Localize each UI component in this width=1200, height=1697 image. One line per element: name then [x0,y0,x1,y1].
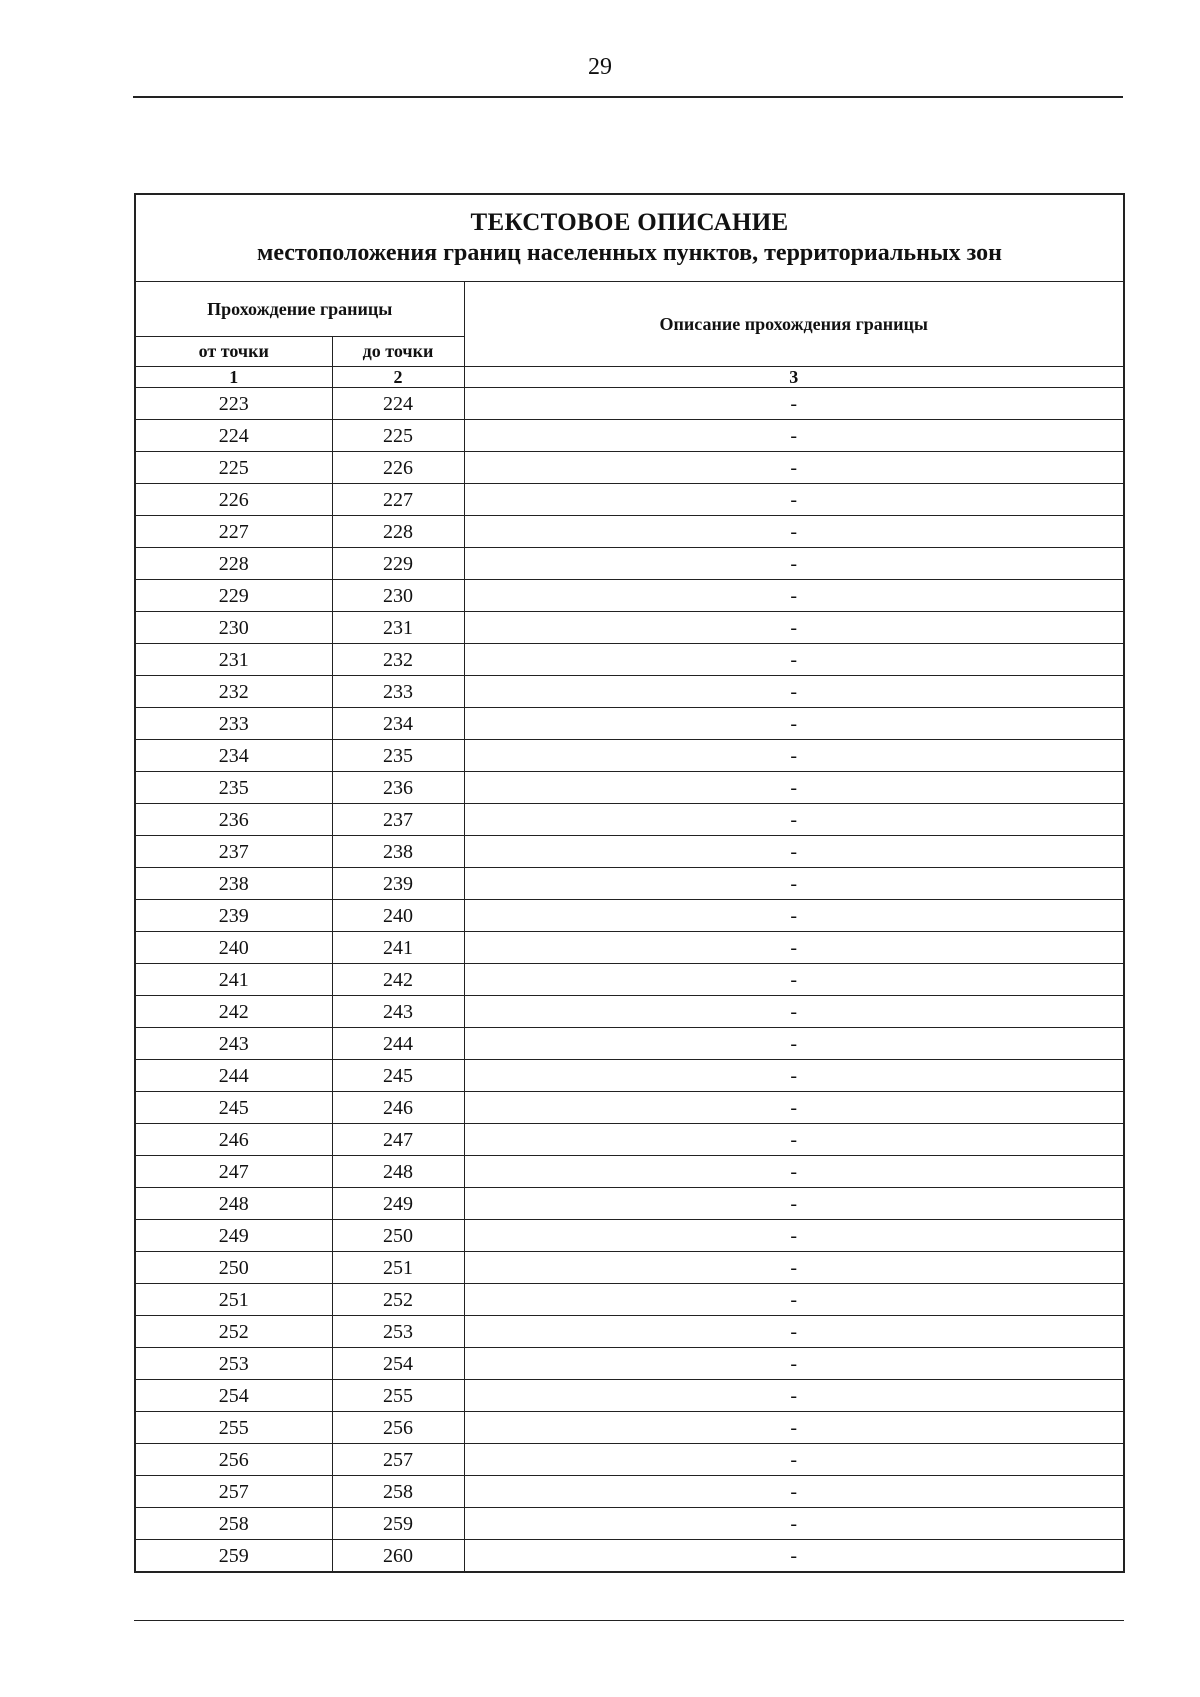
table-row [135,420,1124,452]
cell-from-point: 258 [135,1508,332,1540]
cell-description: - [464,932,1124,964]
cell-description: - [464,484,1124,516]
header-description: Описание прохождения границы [464,282,1124,367]
table-row [135,740,1124,772]
cell-from-point: 232 [135,676,332,708]
table-row [135,644,1124,676]
table-row [135,1060,1124,1092]
cell-to-point: 260 [332,1540,464,1573]
cell-to-point: 233 [332,676,464,708]
cell-from-point: 224 [135,420,332,452]
cell-description: - [464,452,1124,484]
cell-from-point: 237 [135,836,332,868]
table-row [135,580,1124,612]
cell-from-point: 225 [135,452,332,484]
cell-to-point: 245 [332,1060,464,1092]
cell-description: - [464,1252,1124,1284]
table-row [135,1348,1124,1380]
cell-to-point: 250 [332,1220,464,1252]
cell-to-point: 235 [332,740,464,772]
cell-from-point: 247 [135,1156,332,1188]
cell-description: - [464,548,1124,580]
cell-to-point: 251 [332,1252,464,1284]
cell-to-point: 243 [332,996,464,1028]
column-number: 3 [464,367,1124,388]
cell-to-point: 258 [332,1476,464,1508]
table-row [135,964,1124,996]
cell-to-point: 238 [332,836,464,868]
cell-description: - [464,804,1124,836]
cell-to-point: 230 [332,580,464,612]
cell-from-point: 253 [135,1348,332,1380]
table-row [135,900,1124,932]
cell-from-point: 235 [135,772,332,804]
cell-from-point: 259 [135,1540,332,1573]
table-row [135,484,1124,516]
bottom-rule [134,1620,1124,1621]
cell-description: - [464,772,1124,804]
table-row [135,1508,1124,1540]
cell-description: - [464,836,1124,868]
header-boundary: Прохождение границы [135,282,464,337]
cell-to-point: 232 [332,644,464,676]
table-row [135,1252,1124,1284]
cell-to-point: 253 [332,1316,464,1348]
cell-from-point: 236 [135,804,332,836]
cell-description: - [464,900,1124,932]
cell-from-point: 233 [135,708,332,740]
cell-from-point: 231 [135,644,332,676]
cell-to-point: 248 [332,1156,464,1188]
cell-to-point: 239 [332,868,464,900]
cell-description: - [464,740,1124,772]
cell-from-point: 229 [135,580,332,612]
cell-description: - [464,1060,1124,1092]
table-row [135,548,1124,580]
cell-description: - [464,1124,1124,1156]
cell-to-point: 252 [332,1284,464,1316]
cell-to-point: 254 [332,1348,464,1380]
cell-to-point: 226 [332,452,464,484]
cell-from-point: 257 [135,1476,332,1508]
cell-from-point: 227 [135,516,332,548]
cell-from-point: 228 [135,548,332,580]
cell-from-point: 250 [135,1252,332,1284]
cell-from-point: 242 [135,996,332,1028]
cell-to-point: 234 [332,708,464,740]
cell-from-point: 248 [135,1188,332,1220]
table-row [135,676,1124,708]
table-row [135,388,1124,420]
cell-description: - [464,612,1124,644]
table-row [135,868,1124,900]
cell-to-point: 229 [332,548,464,580]
cell-to-point: 242 [332,964,464,996]
cell-from-point: 245 [135,1092,332,1124]
cell-description: - [464,516,1124,548]
table-row [135,1540,1124,1573]
cell-description: - [464,644,1124,676]
cell-to-point: 240 [332,900,464,932]
cell-to-point: 259 [332,1508,464,1540]
cell-from-point: 251 [135,1284,332,1316]
table-row [135,708,1124,740]
cell-from-point: 243 [135,1028,332,1060]
cell-to-point: 244 [332,1028,464,1060]
table-row [135,1220,1124,1252]
cell-from-point: 238 [135,868,332,900]
table-row [135,1316,1124,1348]
table-row [135,1476,1124,1508]
table-row [135,996,1124,1028]
cell-from-point: 249 [135,1220,332,1252]
table-body [135,194,1124,1572]
cell-description: - [464,1092,1124,1124]
table-row [135,836,1124,868]
table-row [135,772,1124,804]
cell-description: - [464,580,1124,612]
cell-to-point: 246 [332,1092,464,1124]
cell-from-point: 230 [135,612,332,644]
table-row [135,452,1124,484]
cell-from-point: 241 [135,964,332,996]
cell-from-point: 244 [135,1060,332,1092]
cell-description: - [464,1348,1124,1380]
column-number-row [135,367,1124,388]
cell-description: - [464,420,1124,452]
cell-from-point: 234 [135,740,332,772]
cell-from-point: 223 [135,388,332,420]
cell-from-point: 255 [135,1412,332,1444]
cell-to-point: 227 [332,484,464,516]
cell-description: - [464,1316,1124,1348]
cell-to-point: 231 [332,612,464,644]
cell-to-point: 241 [332,932,464,964]
table-row [135,1284,1124,1316]
cell-description: - [464,1028,1124,1060]
table-row [135,516,1124,548]
table-row [135,1156,1124,1188]
table-row [135,1380,1124,1412]
cell-from-point: 252 [135,1316,332,1348]
cell-from-point: 254 [135,1380,332,1412]
cell-description: - [464,996,1124,1028]
cell-to-point: 257 [332,1444,464,1476]
cell-description: - [464,1412,1124,1444]
cell-description: - [464,1156,1124,1188]
cell-to-point: 247 [332,1124,464,1156]
table-title: ТЕКСТОВОЕ ОПИСАНИЕ [470,209,789,236]
cell-to-point: 225 [332,420,464,452]
table-row [135,1412,1124,1444]
cell-description: - [464,1220,1124,1252]
title-cell [135,194,1124,282]
header-rule [133,96,1123,98]
cell-description: - [464,708,1124,740]
column-number: 1 [135,367,332,388]
table-row [135,804,1124,836]
cell-from-point: 256 [135,1444,332,1476]
table-subtitle: местоположения границ населенных пунктов, территориальных зон [256,240,1003,266]
table-row [135,612,1124,644]
header-to: до точки [332,337,464,367]
cell-description: - [464,1284,1124,1316]
table-row [135,1092,1124,1124]
cell-to-point: 256 [332,1412,464,1444]
cell-description: - [464,1540,1124,1573]
cell-to-point: 228 [332,516,464,548]
cell-description: - [464,676,1124,708]
title-row [135,194,1124,282]
cell-to-point: 255 [332,1380,464,1412]
table-row [135,1124,1124,1156]
cell-description: - [464,1476,1124,1508]
column-number: 2 [332,367,464,388]
header-row [135,282,1124,337]
cell-from-point: 239 [135,900,332,932]
page-number: 29 [588,54,612,80]
cell-description: - [464,868,1124,900]
cell-description: - [464,1380,1124,1412]
cell-to-point: 236 [332,772,464,804]
cell-description: - [464,1508,1124,1540]
cell-from-point: 240 [135,932,332,964]
table-row [135,1444,1124,1476]
cell-description: - [464,1444,1124,1476]
table-row [135,1028,1124,1060]
boundary-description-table [134,193,1125,1573]
cell-to-point: 249 [332,1188,464,1220]
header-from: от точки [135,337,332,367]
cell-from-point: 246 [135,1124,332,1156]
cell-to-point: 237 [332,804,464,836]
table-row [135,932,1124,964]
cell-to-point: 224 [332,388,464,420]
cell-description: - [464,964,1124,996]
table-row [135,1188,1124,1220]
cell-from-point: 226 [135,484,332,516]
cell-description: - [464,388,1124,420]
cell-description: - [464,1188,1124,1220]
